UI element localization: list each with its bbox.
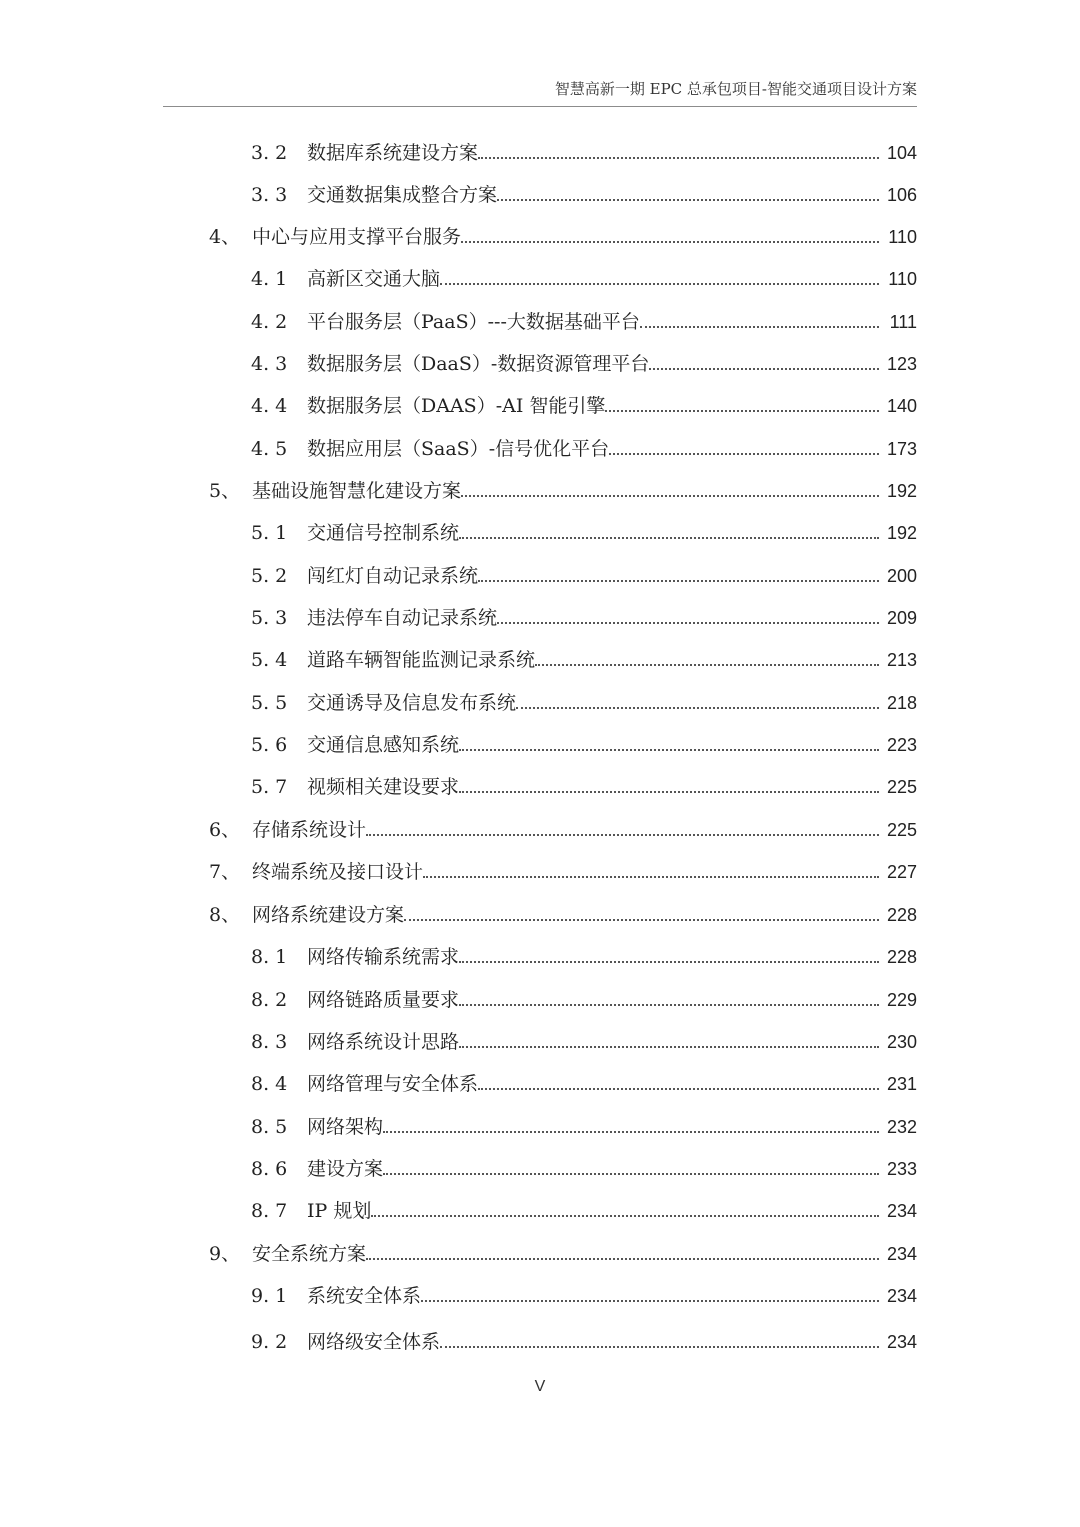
toc-leader-dots: [649, 368, 879, 370]
toc-leader-dots: [459, 961, 879, 963]
toc-entry-page: 173: [886, 439, 917, 459]
toc-entry[interactable]: [251, 1069, 917, 1097]
toc-entry-page: 228: [886, 947, 917, 967]
toc-entry-number: 5. 5: [251, 692, 288, 714]
toc-leader-dots: [459, 1004, 879, 1006]
toc-leader-dots: [497, 622, 879, 624]
toc-leader-dots: [366, 1258, 879, 1260]
toc-entry-title: 数据应用层（SaaS）-信号优化平台: [307, 438, 610, 460]
toc-entry-title: 网络架构: [307, 1116, 384, 1138]
toc-entry-page: 104: [886, 143, 917, 163]
toc-entry-page: 209: [886, 608, 917, 628]
toc-entry[interactable]: [209, 476, 917, 504]
toc-entry-page: 225: [886, 820, 917, 840]
toc-entry[interactable]: [251, 1327, 917, 1355]
toc-entry-number: 3. 2: [251, 142, 288, 164]
toc-entry-title: 终端系统及接口设计: [252, 861, 424, 883]
toc-entry-title: 数据库系统建设方案: [307, 142, 479, 164]
toc-entry-title: 网络级安全体系: [307, 1331, 441, 1353]
toc-entry[interactable]: [209, 857, 917, 885]
toc-entry-page: 110: [888, 227, 917, 247]
toc-leader-dots: [440, 1346, 879, 1348]
toc-entry[interactable]: [251, 645, 917, 673]
toc-entry[interactable]: [251, 307, 917, 335]
toc-leader-dots: [516, 707, 879, 709]
toc-entry[interactable]: [251, 561, 917, 589]
toc-entry[interactable]: [209, 815, 917, 843]
toc-entry-number: 8. 1: [251, 946, 288, 968]
toc-leader-dots: [459, 749, 879, 751]
toc-entry-title: 交通诱导及信息发布系统: [307, 692, 517, 714]
toc-entry[interactable]: [251, 772, 917, 800]
toc-entry[interactable]: [251, 391, 917, 419]
toc-entry-number: 4、: [209, 226, 241, 248]
toc-entry-number: 8、: [209, 904, 241, 926]
toc-entry-title: 基础设施智慧化建设方案: [252, 480, 462, 502]
toc-entry[interactable]: [251, 688, 917, 716]
toc-leader-dots: [640, 326, 879, 328]
toc-entry-title: 交通信号控制系统: [307, 522, 460, 544]
toc-entry-number: 8. 5: [251, 1116, 288, 1138]
toc-entry-title: 安全系统方案: [252, 1243, 367, 1265]
toc-entry-page: 111: [889, 312, 917, 332]
toc-leader-dots: [459, 537, 879, 539]
toc-entry-title: 系统安全体系: [307, 1285, 422, 1307]
toc-entry[interactable]: [251, 730, 917, 758]
toc-entry-title: 交通数据集成整合方案: [307, 184, 498, 206]
toc-entry-number: 5、: [209, 480, 241, 502]
toc-leader-dots: [421, 1300, 879, 1302]
toc-entry-title: 网络链路质量要求: [307, 989, 460, 1011]
toc-entry-page: 233: [886, 1159, 917, 1179]
toc-leader-dots: [383, 1131, 879, 1133]
toc-entry[interactable]: [251, 1281, 917, 1309]
toc-entry-number: 9、: [209, 1243, 241, 1265]
toc-leader-dots: [459, 791, 879, 793]
toc-entry-page: 234: [886, 1201, 917, 1221]
toc-leader-dots: [423, 876, 879, 878]
toc-entry[interactable]: [251, 1154, 917, 1182]
toc-entry-number: 4. 5: [251, 438, 288, 460]
toc-entry[interactable]: [251, 1112, 917, 1140]
toc-entry-number: 8. 3: [251, 1031, 288, 1053]
toc-leader-dots: [404, 919, 879, 921]
toc-entry-page: 230: [886, 1032, 917, 1052]
toc-entry-page: 110: [888, 269, 917, 289]
toc-entry[interactable]: [251, 349, 917, 377]
toc-entry-number: 9. 1: [251, 1285, 288, 1307]
toc-entry-page: 106: [886, 185, 917, 205]
toc-entry-page: 223: [886, 735, 917, 755]
toc-entry-title: 数据服务层（DaaS）-数据资源管理平台: [307, 353, 650, 375]
toc-entry-number: 5. 7: [251, 776, 288, 798]
toc-entry-page: 192: [886, 523, 917, 543]
toc-entry[interactable]: [251, 518, 917, 546]
toc-entry-page: 218: [886, 693, 917, 713]
toc-entry-number: 5. 2: [251, 565, 288, 587]
toc-entry-number: 5. 3: [251, 607, 288, 629]
toc-entry-title: 网络系统设计思路: [307, 1031, 460, 1053]
toc-entry-title: 数据服务层（DAAS）-AI 智能引擎: [307, 395, 606, 417]
toc-leader-dots: [478, 157, 879, 159]
toc-entry[interactable]: [209, 222, 917, 250]
toc-entry-number: 8. 6: [251, 1158, 288, 1180]
toc-leader-dots: [535, 664, 879, 666]
toc-entry-page: 123: [886, 354, 917, 374]
toc-entry-title: 交通信息感知系统: [307, 734, 460, 756]
toc-entry-number: 4. 4: [251, 395, 288, 417]
toc-entry-page: 200: [886, 566, 917, 586]
toc-entry-page: 227: [886, 862, 917, 882]
toc-leader-dots: [497, 199, 879, 201]
toc-entry-number: 4. 3: [251, 353, 288, 375]
toc-entry-title: 闯红灯自动记录系统: [307, 565, 479, 587]
toc-entry-page: 213: [886, 650, 917, 670]
toc-entry-page: 140: [886, 396, 917, 416]
toc-leader-dots: [461, 495, 879, 497]
toc-entry[interactable]: [209, 1239, 917, 1267]
toc-leader-dots: [461, 241, 879, 243]
toc-entry[interactable]: [251, 603, 917, 631]
toc-entry[interactable]: [251, 180, 917, 208]
toc-entry-title: 存储系统设计: [252, 819, 367, 841]
toc-entry-number: 4. 2: [251, 311, 288, 333]
toc-entry[interactable]: [251, 942, 917, 970]
toc-entry[interactable]: [251, 138, 917, 166]
toc-entry-page: 192: [886, 481, 917, 501]
toc-entry-title: 道路车辆智能监测记录系统: [307, 649, 536, 671]
toc-entry-title: 违法停车自动记录系统: [307, 607, 498, 629]
toc-entry-page: 232: [886, 1117, 917, 1137]
toc-entry-page: 234: [886, 1244, 917, 1264]
toc-entry-page: 228: [886, 905, 917, 925]
toc-entry-page: 225: [886, 777, 917, 797]
toc-entry[interactable]: [209, 900, 917, 928]
toc-entry-number: 6、: [209, 819, 241, 841]
toc-entry[interactable]: [251, 1027, 917, 1055]
toc-entry-title: 网络管理与安全体系: [307, 1073, 479, 1095]
toc-leader-dots: [371, 1215, 879, 1217]
toc-entry[interactable]: [251, 1196, 917, 1224]
toc-entry-title: 网络系统建设方案: [252, 904, 405, 926]
toc-entry-number: 5. 1: [251, 522, 288, 544]
toc-leader-dots: [478, 580, 879, 582]
toc-entry-number: 8. 2: [251, 989, 288, 1011]
toc-entry-page: 231: [886, 1074, 917, 1094]
toc-entry-title: 建设方案: [307, 1158, 384, 1180]
toc-entry-number: 3. 3: [251, 184, 288, 206]
toc-entry-number: 7、: [209, 861, 241, 883]
toc-entry-title: IP 规划: [307, 1200, 372, 1222]
toc-leader-dots: [478, 1088, 879, 1090]
page-number: V: [534, 1378, 546, 1395]
toc-entry[interactable]: [251, 434, 917, 462]
toc-entry-number: 8. 7: [251, 1200, 288, 1222]
header-text: 智慧高新一期 EPC 总承包项目-智能交通项目设计方案: [554, 80, 917, 98]
toc-entry-number: 5. 6: [251, 734, 288, 756]
toc-leader-dots: [459, 1046, 879, 1048]
toc-leader-dots: [440, 283, 879, 285]
toc-entry-title: 高新区交通大脑: [307, 268, 441, 290]
toc-entry[interactable]: [251, 985, 917, 1013]
toc-entry-number: 5. 4: [251, 649, 288, 671]
toc-leader-dots: [605, 410, 879, 412]
toc-entry-title: 网络传输系统需求: [307, 946, 460, 968]
toc-leader-dots: [383, 1173, 879, 1175]
toc-entry-title: 中心与应用支撑平台服务: [252, 226, 462, 248]
toc-entry-number: 8. 4: [251, 1073, 288, 1095]
toc-entry-number: 9. 2: [251, 1331, 288, 1353]
toc-leader-dots: [366, 834, 879, 836]
toc-entry-page: 234: [886, 1286, 917, 1306]
toc-entry-title: 视频相关建设要求: [307, 776, 460, 798]
toc-entry-title: 平台服务层（PaaS）---大数据基础平台: [307, 311, 640, 333]
toc-entry[interactable]: [251, 264, 917, 292]
toc-entry-number: 4. 1: [251, 268, 288, 290]
toc-entry-page: 234: [886, 1332, 917, 1352]
toc-leader-dots: [609, 453, 879, 455]
toc-entry-page: 229: [886, 990, 917, 1010]
